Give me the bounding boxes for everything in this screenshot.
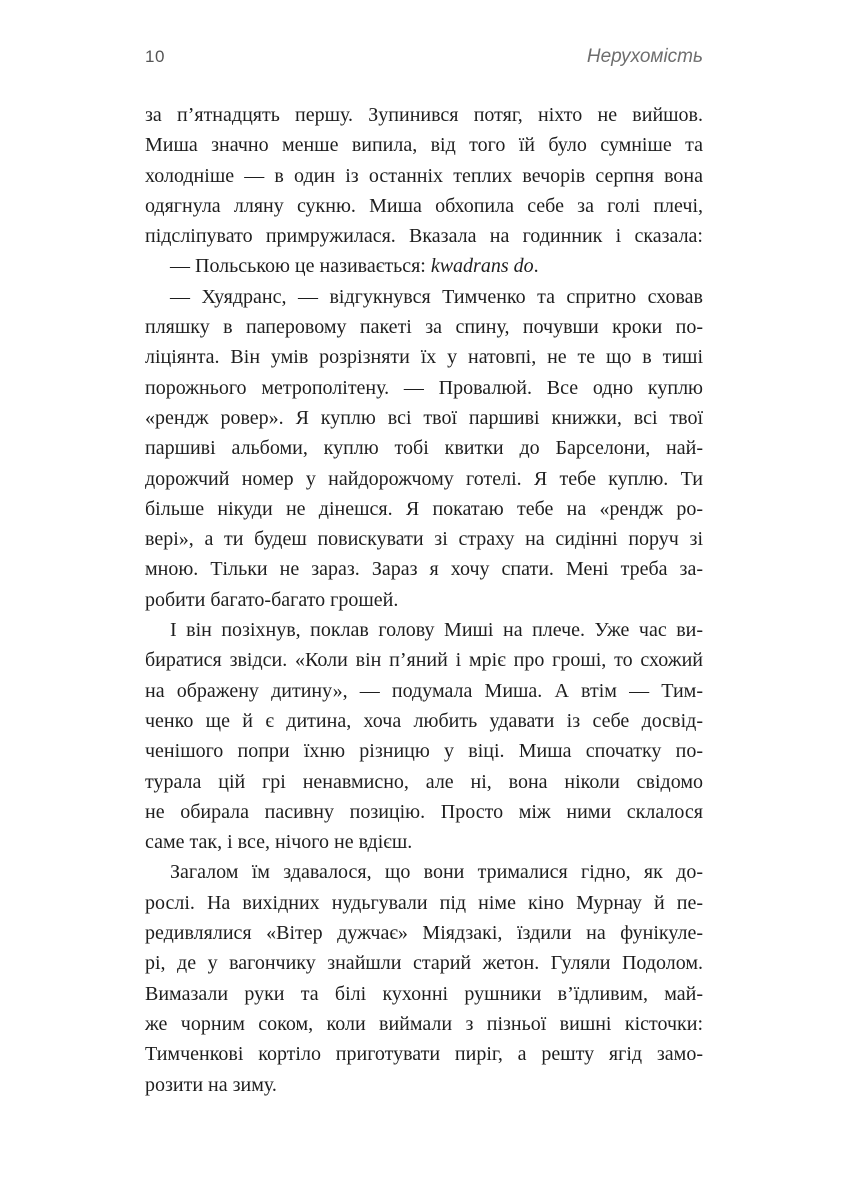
text-line: розити на зиму. [145,1073,277,1096]
text-line: мною. Тільки не зараз. Зараз я хочу спати. Мені треба за- [145,558,703,581]
text-line: турала цій грі ненавмисно, але ні, вона ніколи свідомо [145,770,703,793]
text-line: Вимазали руки та білі кухонні рушники в’їдливим, май- [145,982,703,1005]
text-line: ченішого попри їхню різницю у віці. Миша спочатку по- [145,740,703,763]
page-number: 10 [145,47,165,66]
text-line: більше нікуди не дінешся. Я покатаю тебе на «рендж ро- [145,497,703,520]
text-line: Миша значно менше випила, від того їй було сумніше та [145,134,703,157]
text-line: порожнього метрополітену. — Провалюй. Все одно куплю [145,376,703,399]
text-line: саме так, і все, нічого не вдієш. [145,831,413,854]
text-line: рослі. На вихідних нудьгували під німе кіно Мурнау й пе- [145,891,703,914]
dialogue-line [145,251,703,281]
text-line: вері», а ти будеш повискувати зі страху на сидінні поруч зі [145,528,703,551]
text-line: «рендж ровер». Я куплю всі твої паршиві книжки, всі твої [145,406,703,429]
text-line: І він позіхнув, поклав голову Миші на плече. Уже час ви- [170,619,703,642]
text-line: ченко ще й є дитина, хоча любить удавати із себе досвід- [145,709,703,732]
page-header [145,46,703,68]
text-line: холодніше — в один із останніх теплих вечорів серпня вона [145,164,703,187]
text-line: не обирала пасивну позицію. Просто між ними склалося [145,800,703,823]
text-line: же чорним соком, коли виймали з пізньої вишні кісточки: [145,1012,703,1035]
dialogue-text: — Польською це називається: [170,255,431,278]
text-line: Загалом їм здавалося, що вони трималися гідно, як до- [170,861,703,884]
text-line: Тимченкові кортіло приготувати пиріг, а решту ягід замо- [145,1043,703,1066]
text-line: підсліпувато примружилася. Вказала на годинник і сказала: [145,225,703,248]
page-body [145,100,703,1100]
dialogue-text-suffix: . [533,255,539,278]
text-line: — Хуядранс, — відгукнувся Тимченко та спритно сховав [170,285,703,308]
text-line: за п’ятнадцять першу. Зупинився потяг, ніхто не вийшов. [145,104,703,126]
text-line: дорожчий номер у найдорожчому готелі. Я тебе куплю. Ти [145,467,703,490]
foreign-phrase: kwadrans do [430,255,534,278]
text-line: биратися звідси. «Коли він п’яний і мріє про гроші, то схожий [145,649,703,672]
running-title: Нерухомість [586,46,703,67]
text-line: редивлялися «Вітер дужчає» Міядзакі, їздили на фунікуле- [145,922,703,945]
text-line: одягнула лляну сукню. Миша обхопила себе за голі плечі, [145,194,703,217]
text-line: рі, де у вагончику знайшли старий жетон. Гуляли Подолом. [145,952,703,975]
text-line: паршиві альбоми, куплю тобі квитки до Барселони, най- [145,437,703,460]
text-line: пляшку в паперовому пакеті за спину, почувши кроки по- [145,316,703,339]
text-line: на ображену дитину», — подумала Миша. А втім — Тим- [145,679,703,702]
text-line: робити багато-багато грошей. [145,588,399,611]
text-line: ліціянта. Він умів розрізняти їх у натовпі, не те що в тиші [145,346,703,369]
